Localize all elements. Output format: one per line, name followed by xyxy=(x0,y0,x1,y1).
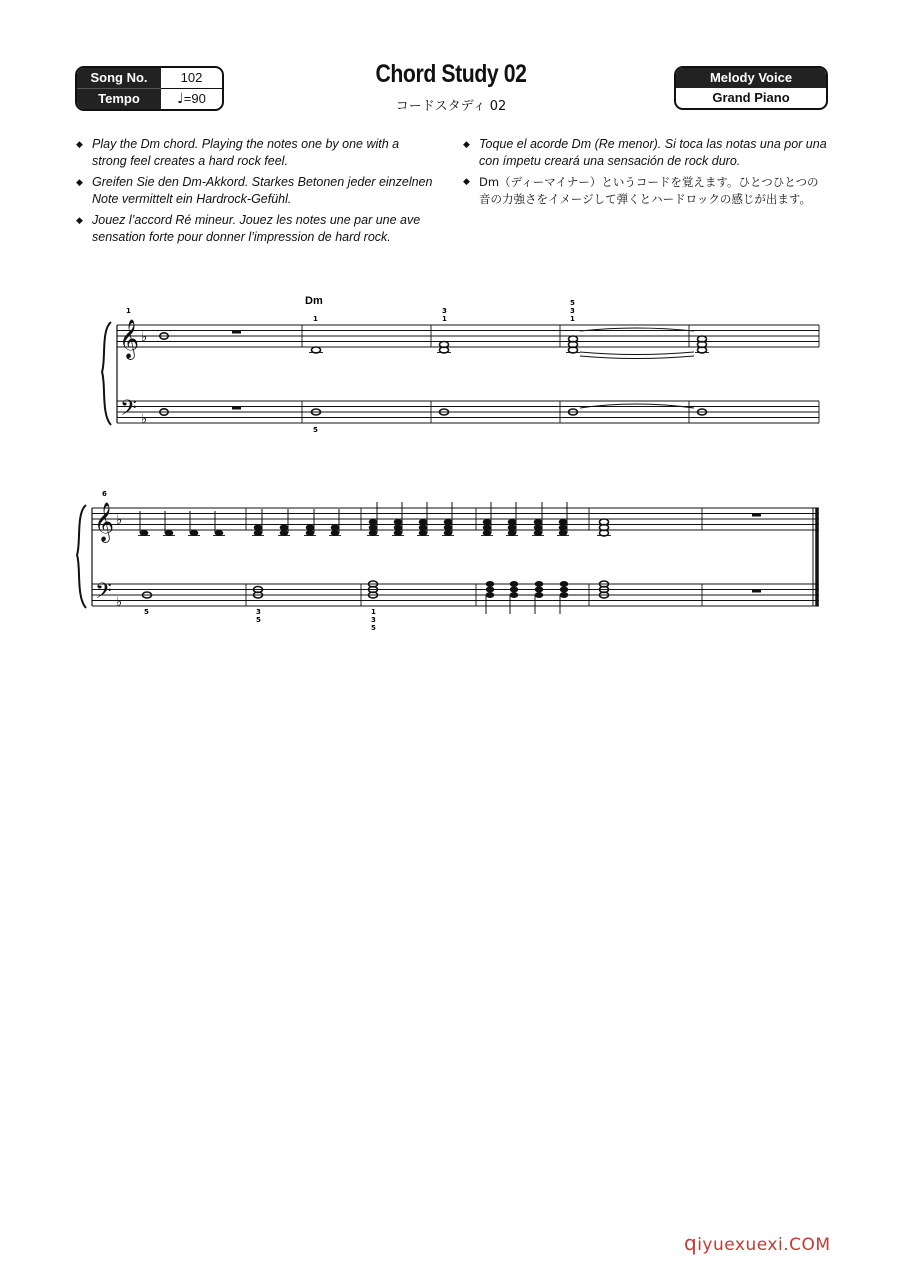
fingering: 5 xyxy=(313,426,318,434)
watermark-q: q xyxy=(684,1231,698,1255)
tempo-value: =90 xyxy=(183,91,206,106)
song-no-value: 102 xyxy=(161,68,222,89)
quarter-note-icon: ♩ xyxy=(177,91,184,107)
whole-rest xyxy=(232,407,241,410)
fingering: 1 xyxy=(570,315,575,323)
tie xyxy=(580,356,694,359)
fingering: 5 xyxy=(256,616,261,624)
system2-bass-staff xyxy=(92,584,819,606)
bass-clef-icon: 𝄢 xyxy=(95,579,112,609)
page-title: Chord Study 02 xyxy=(375,60,527,88)
brace-system1 xyxy=(102,322,111,425)
diamond-bullet-icon: ◆ xyxy=(463,177,470,187)
measure-number: 6 xyxy=(102,490,107,498)
flat-icon: ♭ xyxy=(141,412,148,427)
system2-treble-staff xyxy=(92,508,819,530)
fingering: 3 xyxy=(442,307,447,315)
instruction-en: ◆ Play the Dm chord. Playing the notes one by one with a strong feel creates a hard rock feel. xyxy=(76,137,400,168)
watermark xyxy=(684,1231,831,1255)
song-no-label: Song No. xyxy=(77,68,161,89)
diamond-bullet-icon: ◆ xyxy=(76,177,83,187)
tempo-label: Tempo xyxy=(98,91,140,106)
system1-bass-staff xyxy=(117,401,819,423)
flat-icon: ♭ xyxy=(141,330,148,345)
instruction-es: ◆ Toque el acorde Dm (Re menor). Si toca las notas una por una con ímpetu creará una sensación de rock duro. xyxy=(463,137,827,168)
treble-clef-icon: 𝄞 xyxy=(119,319,140,359)
flat-icon: ♭ xyxy=(116,513,123,528)
fingering: 5 xyxy=(371,624,376,632)
bass-clef-icon: 𝄢 xyxy=(120,396,137,426)
whole-rest xyxy=(232,331,241,334)
melody-voice-label: Melody Voice xyxy=(676,68,826,88)
instruction-fr: ◆ Jouez l’accord Ré mineur. Jouez les notes une par une ave sensation forte pour donner l’impression de hard rock. xyxy=(76,213,421,244)
brace-system2 xyxy=(77,505,86,608)
chord-group xyxy=(140,511,224,536)
tie xyxy=(580,352,694,355)
fingering: 1 xyxy=(371,608,376,616)
instruction-ja: ◆ Dm（ディーマイナー）というコードを覚えます。ひとつひとつの音の力強さをイメージして弾くとハードロックの感じが出ます。 xyxy=(463,175,819,206)
fingering: 1 xyxy=(313,315,318,323)
fingering: 3 xyxy=(256,608,261,616)
flat-icon: ♭ xyxy=(116,595,123,610)
whole-rest xyxy=(752,590,761,593)
fingering: 3 xyxy=(371,616,376,624)
watermark-text: iyuexuexi.COM xyxy=(697,1235,831,1255)
whole-rest xyxy=(752,514,761,517)
fingering: 3 xyxy=(570,307,575,315)
instruction-de: ◆ Greifen Sie den Dm-Akkord. Starkes Betonen jeder einzelnen Note vermittelt ein Hardrock-Gefühl. xyxy=(76,175,433,206)
page-subtitle: コードスタディ 02 xyxy=(395,99,507,114)
treble-clef-icon: 𝄞 xyxy=(94,502,115,542)
fingering: 1 xyxy=(442,315,447,323)
fingering: 5 xyxy=(144,608,149,616)
system1-treble-staff xyxy=(117,325,819,347)
diamond-bullet-icon: ◆ xyxy=(463,139,470,149)
melody-voice-value: Grand Piano xyxy=(712,90,790,105)
diamond-bullet-icon: ◆ xyxy=(76,139,83,149)
chord-symbol: Dm xyxy=(305,295,323,307)
diamond-bullet-icon: ◆ xyxy=(76,215,83,225)
measure-number: 1 xyxy=(126,307,131,315)
fingering: 5 xyxy=(570,299,575,307)
tie xyxy=(580,404,694,408)
